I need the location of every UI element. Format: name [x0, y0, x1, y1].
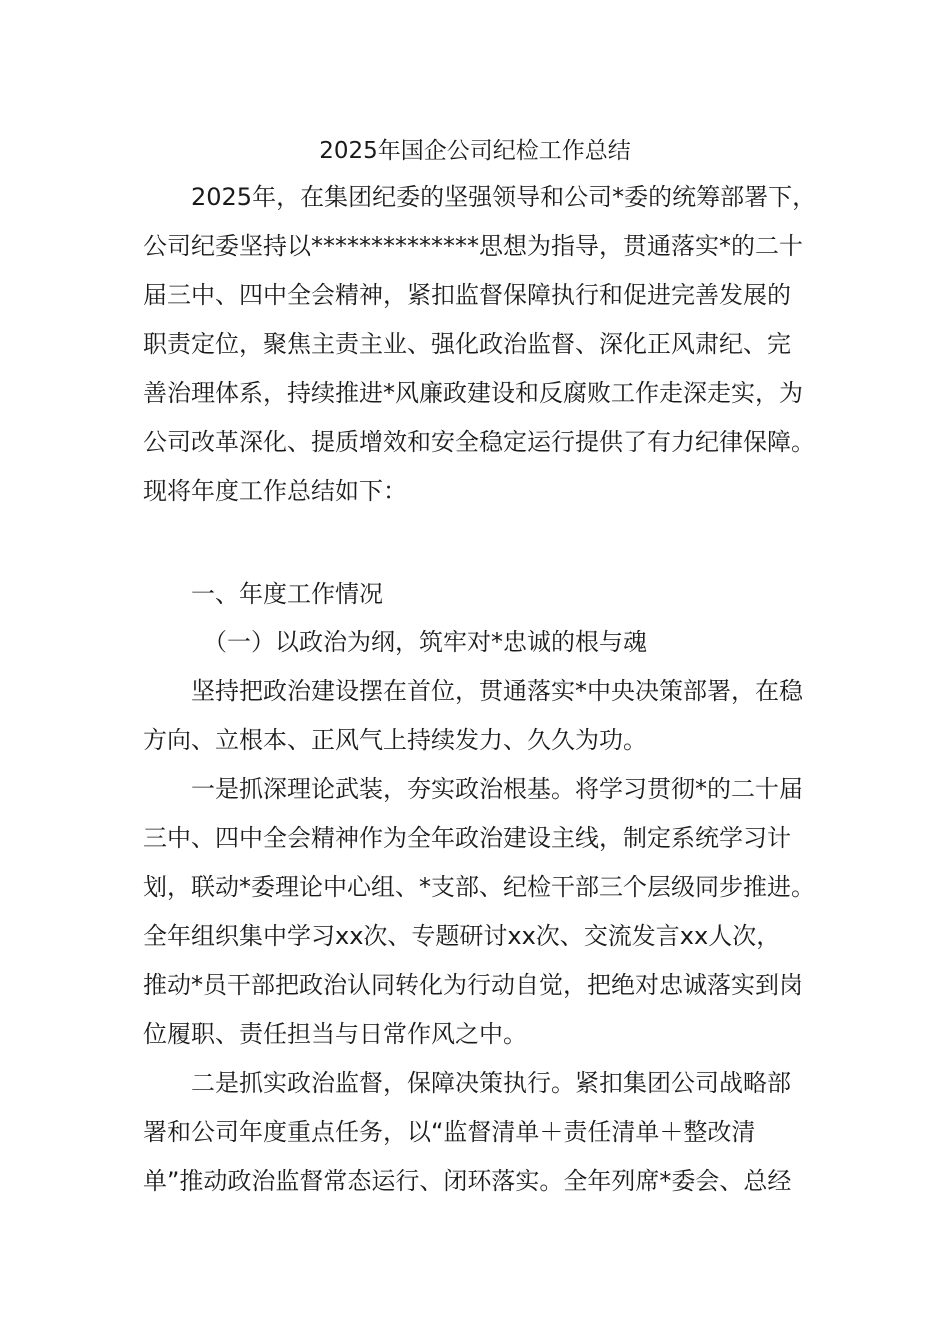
- paragraph-line: 方向、立根本、正风气上持续发力、久久为功。: [143, 726, 647, 754]
- paragraph-line: 届三中、四中全会精神，紧扣监督保障执行和促进完善发展的: [143, 281, 791, 309]
- paragraph-line: 公司改革深化、提质增效和安全稳定运行提供了有力纪律保障。: [143, 428, 815, 456]
- paragraph-line: 推动*员干部把政治认同转化为行动自觉，把绝对忠诚落实到岗: [143, 971, 803, 999]
- paragraph-line: 善治理体系，持续推进*风廉政建设和反腐败工作走深走实，为: [143, 379, 803, 407]
- paragraph-line: 单”推动政治监督常态运行、闭环落实。全年列席*委会、总经: [143, 1167, 792, 1195]
- section-heading: 一、年度工作情况: [191, 580, 383, 608]
- paragraph-line: 三中、四中全会精神作为全年政治建设主线，制定系统学习计: [143, 824, 791, 852]
- paragraph-line: 公司纪委坚持以**************思想为指导，贯通落实*的二十: [143, 232, 803, 260]
- paragraph-line: 一是抓深理论武装，夯实政治根基。将学习贯彻*的二十届: [191, 775, 803, 803]
- document-title: 2025年国企公司纪检工作总结: [319, 138, 631, 164]
- paragraph-line: 署和公司年度重点任务，以“监督清单＋责任清单＋整改清: [143, 1118, 756, 1146]
- paragraph-line: 职责定位，聚焦主责主业、强化政治监督、深化正风肃纪、完: [143, 330, 791, 358]
- paragraph-line: 位履职、责任担当与日常作风之中。: [143, 1020, 527, 1048]
- paragraph-line: 二是抓实政治监督，保障决策执行。紧扣集团公司战略部: [191, 1069, 791, 1097]
- paragraph-line: 全年组织集中学习xx次、专题研讨xx次、交流发言xx人次，: [143, 922, 781, 950]
- paragraph-line: 2025年，在集团纪委的坚强领导和公司*委的统筹部署下，: [191, 183, 817, 211]
- paragraph-line: 坚持把政治建设摆在首位，贯通落实*中央决策部署，在稳: [191, 677, 803, 705]
- paragraph-line: 划，联动*委理论中心组、*支部、纪检干部三个层级同步推进。: [143, 873, 815, 901]
- subsection-heading: （一）以政治为纲，筑牢对*忠诚的根与魂: [203, 628, 647, 656]
- paragraph-line: 现将年度工作总结如下：: [143, 477, 407, 505]
